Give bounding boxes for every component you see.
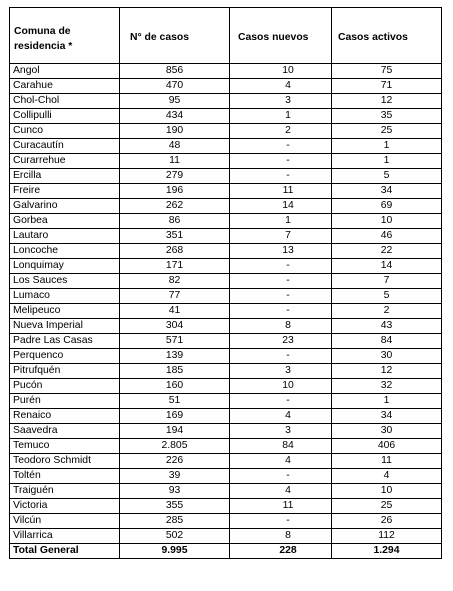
casos-activos-cell: 12 [332, 94, 442, 109]
table-row [10, 499, 442, 514]
comuna-cell: Curarrehue [10, 154, 120, 169]
table-row [10, 319, 442, 334]
table-row [10, 139, 442, 154]
table-row [10, 439, 442, 454]
num-casos-cell: 2.805 [120, 439, 230, 454]
table-footer [10, 544, 442, 559]
comuna-cell: Lumaco [10, 289, 120, 304]
header-row [10, 8, 442, 64]
casos-nuevos-cell: 10 [230, 379, 332, 394]
total-row [10, 544, 442, 559]
casos-nuevos-cell: 3 [230, 424, 332, 439]
casos-nuevos-cell: 84 [230, 439, 332, 454]
table-row [10, 169, 442, 184]
cases-table [9, 7, 442, 559]
num-casos-cell: 226 [120, 454, 230, 469]
comuna-cell: Vilcún [10, 514, 120, 529]
total-nuevos: 228 [230, 544, 332, 559]
num-casos-cell: 285 [120, 514, 230, 529]
total-activos: 1.294 [332, 544, 442, 559]
casos-nuevos-cell: 4 [230, 79, 332, 94]
casos-nuevos-cell: 2 [230, 124, 332, 139]
casos-activos-cell: 14 [332, 259, 442, 274]
num-casos-cell: 856 [120, 64, 230, 79]
casos-nuevos-cell: 23 [230, 334, 332, 349]
casos-nuevos-cell: - [230, 259, 332, 274]
num-casos-cell: 171 [120, 259, 230, 274]
comuna-cell: Renaico [10, 409, 120, 424]
casos-activos-cell: 1 [332, 394, 442, 409]
casos-nuevos-cell: - [230, 274, 332, 289]
header-num-casos: N° de casos [120, 8, 230, 64]
comuna-cell: Los Sauces [10, 274, 120, 289]
comuna-cell: Curacautín [10, 139, 120, 154]
casos-activos-cell: 43 [332, 319, 442, 334]
comuna-cell: Collipulli [10, 109, 120, 124]
num-casos-cell: 355 [120, 499, 230, 514]
num-casos-cell: 48 [120, 139, 230, 154]
num-casos-cell: 194 [120, 424, 230, 439]
comuna-cell: Angol [10, 64, 120, 79]
num-casos-cell: 169 [120, 409, 230, 424]
num-casos-cell: 77 [120, 289, 230, 304]
casos-nuevos-cell: - [230, 394, 332, 409]
num-casos-cell: 95 [120, 94, 230, 109]
casos-activos-cell: 30 [332, 424, 442, 439]
casos-nuevos-cell: 3 [230, 364, 332, 379]
num-casos-cell: 262 [120, 199, 230, 214]
num-casos-cell: 93 [120, 484, 230, 499]
comuna-cell: Purén [10, 394, 120, 409]
casos-nuevos-cell: 13 [230, 244, 332, 259]
table-row [10, 259, 442, 274]
comuna-cell: Lautaro [10, 229, 120, 244]
table-row [10, 154, 442, 169]
casos-activos-cell: 4 [332, 469, 442, 484]
comuna-cell: Loncoche [10, 244, 120, 259]
table-row [10, 109, 442, 124]
table-row [10, 94, 442, 109]
num-casos-cell: 502 [120, 529, 230, 544]
casos-nuevos-cell: 10 [230, 64, 332, 79]
num-casos-cell: 434 [120, 109, 230, 124]
num-casos-cell: 82 [120, 274, 230, 289]
num-casos-cell: 351 [120, 229, 230, 244]
comuna-cell: Melipeuco [10, 304, 120, 319]
casos-nuevos-cell: 4 [230, 454, 332, 469]
table-row [10, 364, 442, 379]
casos-nuevos-cell: - [230, 139, 332, 154]
num-casos-cell: 279 [120, 169, 230, 184]
casos-activos-cell: 1 [332, 139, 442, 154]
casos-nuevos-cell: - [230, 514, 332, 529]
table-header [10, 8, 442, 64]
table-row [10, 514, 442, 529]
casos-nuevos-cell: - [230, 304, 332, 319]
casos-activos-cell: 112 [332, 529, 442, 544]
table-row [10, 529, 442, 544]
num-casos-cell: 571 [120, 334, 230, 349]
table-row [10, 484, 442, 499]
table-row [10, 334, 442, 349]
casos-nuevos-cell: - [230, 289, 332, 304]
casos-nuevos-cell: 1 [230, 214, 332, 229]
num-casos-cell: 470 [120, 79, 230, 94]
casos-activos-cell: 12 [332, 364, 442, 379]
comuna-cell: Temuco [10, 439, 120, 454]
casos-activos-cell: 7 [332, 274, 442, 289]
casos-activos-cell: 5 [332, 169, 442, 184]
comuna-cell: Traiguén [10, 484, 120, 499]
comuna-cell: Chol-Chol [10, 94, 120, 109]
casos-activos-cell: 1 [332, 154, 442, 169]
num-casos-cell: 41 [120, 304, 230, 319]
num-casos-cell: 196 [120, 184, 230, 199]
casos-activos-cell: 11 [332, 454, 442, 469]
casos-activos-cell: 69 [332, 199, 442, 214]
num-casos-cell: 190 [120, 124, 230, 139]
casos-nuevos-cell: 1 [230, 109, 332, 124]
casos-nuevos-cell: - [230, 349, 332, 364]
num-casos-cell: 268 [120, 244, 230, 259]
casos-activos-cell: 84 [332, 334, 442, 349]
total-label: Total General [10, 544, 120, 559]
casos-activos-cell: 71 [332, 79, 442, 94]
comuna-cell: Toltén [10, 469, 120, 484]
comuna-cell: Padre Las Casas [10, 334, 120, 349]
total-casos: 9.995 [120, 544, 230, 559]
casos-activos-cell: 10 [332, 214, 442, 229]
num-casos-cell: 160 [120, 379, 230, 394]
casos-activos-cell: 34 [332, 184, 442, 199]
table-row [10, 289, 442, 304]
casos-activos-cell: 35 [332, 109, 442, 124]
table-row [10, 244, 442, 259]
casos-activos-cell: 34 [332, 409, 442, 424]
comuna-cell: Teodoro Schmidt [10, 454, 120, 469]
comuna-cell: Victoria [10, 499, 120, 514]
comuna-cell: Nueva Imperial [10, 319, 120, 334]
comuna-cell: Pucón [10, 379, 120, 394]
casos-nuevos-cell: - [230, 169, 332, 184]
casos-nuevos-cell: - [230, 469, 332, 484]
casos-nuevos-cell: 4 [230, 484, 332, 499]
num-casos-cell: 185 [120, 364, 230, 379]
table-row [10, 214, 442, 229]
casos-nuevos-cell: 14 [230, 199, 332, 214]
table-row [10, 79, 442, 94]
casos-nuevos-cell: 7 [230, 229, 332, 244]
comuna-cell: Freire [10, 184, 120, 199]
casos-nuevos-cell: 11 [230, 499, 332, 514]
num-casos-cell: 11 [120, 154, 230, 169]
comuna-cell: Pitrufquén [10, 364, 120, 379]
table-row [10, 469, 442, 484]
casos-nuevos-cell: 8 [230, 319, 332, 334]
casos-activos-cell: 75 [332, 64, 442, 79]
num-casos-cell: 86 [120, 214, 230, 229]
comuna-cell: Cunco [10, 124, 120, 139]
casos-activos-cell: 30 [332, 349, 442, 364]
table-row [10, 184, 442, 199]
table-row [10, 229, 442, 244]
table-row [10, 394, 442, 409]
comuna-cell: Carahue [10, 79, 120, 94]
casos-nuevos-cell: - [230, 154, 332, 169]
comuna-cell: Ercilla [10, 169, 120, 184]
casos-activos-cell: 25 [332, 124, 442, 139]
header-casos-activos: Casos activos [332, 8, 442, 64]
header-casos-nuevos: Casos nuevos [230, 8, 332, 64]
comuna-cell: Villarrica [10, 529, 120, 544]
num-casos-cell: 39 [120, 469, 230, 484]
comuna-cell: Galvarino [10, 199, 120, 214]
comuna-cell: Gorbea [10, 214, 120, 229]
casos-nuevos-cell: 8 [230, 529, 332, 544]
table-row [10, 349, 442, 364]
casos-activos-cell: 2 [332, 304, 442, 319]
comuna-cell: Saavedra [10, 424, 120, 439]
casos-activos-cell: 22 [332, 244, 442, 259]
table-row [10, 199, 442, 214]
casos-activos-cell: 26 [332, 514, 442, 529]
table-row [10, 124, 442, 139]
casos-activos-cell: 25 [332, 499, 442, 514]
table-row [10, 454, 442, 469]
table-row [10, 424, 442, 439]
casos-nuevos-cell: 4 [230, 409, 332, 424]
table-body [10, 64, 442, 544]
casos-activos-cell: 46 [332, 229, 442, 244]
num-casos-cell: 139 [120, 349, 230, 364]
table-row [10, 274, 442, 289]
table-row [10, 409, 442, 424]
casos-nuevos-cell: 3 [230, 94, 332, 109]
table-row [10, 64, 442, 79]
comuna-cell: Perquenco [10, 349, 120, 364]
table-row [10, 304, 442, 319]
comuna-cell: Lonquimay [10, 259, 120, 274]
num-casos-cell: 51 [120, 394, 230, 409]
casos-nuevos-cell: 11 [230, 184, 332, 199]
casos-activos-cell: 10 [332, 484, 442, 499]
header-comuna: Comuna de residencia * [10, 8, 120, 64]
casos-activos-cell: 406 [332, 439, 442, 454]
num-casos-cell: 304 [120, 319, 230, 334]
casos-activos-cell: 32 [332, 379, 442, 394]
casos-activos-cell: 5 [332, 289, 442, 304]
table-row [10, 379, 442, 394]
